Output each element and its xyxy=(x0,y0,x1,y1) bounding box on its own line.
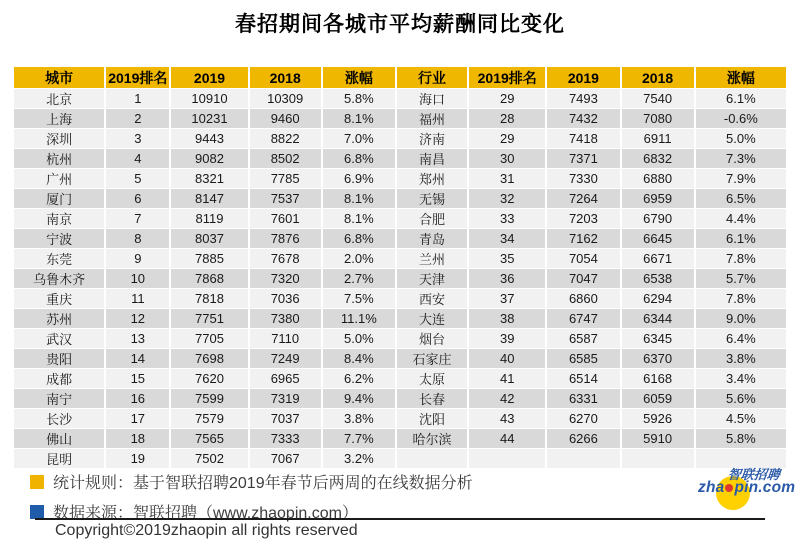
table-cell: 16 xyxy=(106,389,169,408)
table-cell: 6585 xyxy=(547,349,619,368)
table-row xyxy=(14,169,786,188)
table-cell: 6911 xyxy=(622,129,694,148)
logo-red-dot-icon xyxy=(725,484,733,492)
table-cell: 10910 xyxy=(171,89,247,108)
table-cell: 7876 xyxy=(250,229,321,248)
table-cell: 6345 xyxy=(622,329,694,348)
table-row xyxy=(14,409,786,428)
table-cell: 6538 xyxy=(622,269,694,288)
page-title: 春招期间各城市平均薪酬同比变化 xyxy=(235,13,565,36)
table-cell: 7818 xyxy=(171,289,247,308)
blue-square-bullet-icon xyxy=(30,505,44,519)
table-cell: 南京 xyxy=(14,209,104,228)
table-cell: 7080 xyxy=(622,109,694,128)
table-cell: 9460 xyxy=(250,109,321,128)
table-row xyxy=(14,449,786,468)
table-cell: 南昌 xyxy=(397,149,467,168)
table-cell: 36 xyxy=(469,269,545,288)
salary-comparison-table xyxy=(12,66,788,469)
table-row xyxy=(14,389,786,408)
table-cell: 8037 xyxy=(171,229,247,248)
table-cell: 苏州 xyxy=(14,309,104,328)
table-cell: 9 xyxy=(106,249,169,268)
table-cell: 7678 xyxy=(250,249,321,268)
table-cell: 7537 xyxy=(250,189,321,208)
table-cell: 42 xyxy=(469,389,545,408)
table-cell: 7785 xyxy=(250,169,321,188)
table-cell: 6.4% xyxy=(696,329,786,348)
table-cell: 7330 xyxy=(547,169,619,188)
table-cell: 6294 xyxy=(622,289,694,308)
zhaopin-logo xyxy=(698,464,796,516)
table-cell: 7705 xyxy=(171,329,247,348)
table-cell: 杭州 xyxy=(14,149,104,168)
table-cell: 6645 xyxy=(622,229,694,248)
table-cell: 7037 xyxy=(250,409,321,428)
table-cell: 5.6% xyxy=(696,389,786,408)
table-cell: 长春 xyxy=(397,389,467,408)
table-cell: 6266 xyxy=(547,429,619,448)
table-cell: 佛山 xyxy=(14,429,104,448)
table-cell: 6344 xyxy=(622,309,694,328)
table-cell: 6587 xyxy=(547,329,619,348)
table-cell: 12 xyxy=(106,309,169,328)
table-cell: 6965 xyxy=(250,369,321,388)
table-cell: 9.0% xyxy=(696,309,786,328)
table-cell: 贵阳 xyxy=(14,349,104,368)
table-cell: 1 xyxy=(106,89,169,108)
table-cell: 6331 xyxy=(547,389,619,408)
table-cell: 9.4% xyxy=(323,389,395,408)
table-cell: 2.0% xyxy=(323,249,395,268)
table-cell: 青岛 xyxy=(397,229,467,248)
col-header-city-left: 城市 xyxy=(14,67,104,88)
table-cell: 38 xyxy=(469,309,545,328)
table-cell: 7067 xyxy=(250,449,321,468)
table-cell: 9443 xyxy=(171,129,247,148)
table-cell: 7.9% xyxy=(696,169,786,188)
table-cell: 7319 xyxy=(250,389,321,408)
table-cell: 6959 xyxy=(622,189,694,208)
table-cell: 6880 xyxy=(622,169,694,188)
table-cell: 7264 xyxy=(547,189,619,208)
table-cell: 7579 xyxy=(171,409,247,428)
table-cell: 37 xyxy=(469,289,545,308)
col-header-change-right: 涨幅 xyxy=(696,67,786,88)
table-cell: 6 xyxy=(106,189,169,208)
table-cell: 兰州 xyxy=(397,249,467,268)
table-cell: 6.8% xyxy=(323,149,395,168)
table-cell: 8147 xyxy=(171,189,247,208)
table-cell: 8.1% xyxy=(323,189,395,208)
table-cell: 7601 xyxy=(250,209,321,228)
table-cell: 5.0% xyxy=(696,129,786,148)
table-cell: 7380 xyxy=(250,309,321,328)
table-row xyxy=(14,309,786,328)
table-cell: 3 xyxy=(106,129,169,148)
table-cell: 昆明 xyxy=(14,449,104,468)
col-header-2018-right: 2018 xyxy=(622,67,694,88)
table-row xyxy=(14,109,786,128)
table-cell: 3.2% xyxy=(323,449,395,468)
table-cell: 7565 xyxy=(171,429,247,448)
table-cell: 6.8% xyxy=(323,229,395,248)
table-cell: 29 xyxy=(469,129,545,148)
table-row xyxy=(14,129,786,148)
table-cell: 武汉 xyxy=(14,329,104,348)
table-cell: 33 xyxy=(469,209,545,228)
logo-en-suffix: pin.com xyxy=(734,479,796,496)
note-statistics-rule xyxy=(30,470,473,493)
table-cell: 6370 xyxy=(622,349,694,368)
table-cell: 广州 xyxy=(14,169,104,188)
table-cell: 6.9% xyxy=(323,169,395,188)
table-row xyxy=(14,229,786,248)
table-cell: 40 xyxy=(469,349,545,368)
table-cell: 6.1% xyxy=(696,229,786,248)
table-cell: 郑州 xyxy=(397,169,467,188)
table-cell: 济南 xyxy=(397,129,467,148)
table-cell: -0.6% xyxy=(696,109,786,128)
col-header-2019-left: 2019 xyxy=(171,67,247,88)
table-cell: 7698 xyxy=(171,349,247,368)
table-cell: 10 xyxy=(106,269,169,288)
table-cell: 厦门 xyxy=(14,189,104,208)
table-cell: 14 xyxy=(106,349,169,368)
table-cell: 8.1% xyxy=(323,209,395,228)
table-cell: 大连 xyxy=(397,309,467,328)
table-cell: 7620 xyxy=(171,369,247,388)
table-cell: 5.8% xyxy=(323,89,395,108)
table-row xyxy=(14,269,786,288)
table-cell: 成都 xyxy=(14,369,104,388)
table-cell: 30 xyxy=(469,149,545,168)
table-row xyxy=(14,349,786,368)
table-cell: 7885 xyxy=(171,249,247,268)
table-cell: 沈阳 xyxy=(397,409,467,428)
table-cell: 6168 xyxy=(622,369,694,388)
table-cell: 7.7% xyxy=(323,429,395,448)
table-cell: 6.5% xyxy=(696,189,786,208)
table-cell: 6.2% xyxy=(323,369,395,388)
table-cell: 5.0% xyxy=(323,329,395,348)
table-cell: 7.8% xyxy=(696,249,786,268)
logo-chinese-text: 智联招聘 xyxy=(727,467,781,482)
table-cell: 7.3% xyxy=(696,149,786,168)
table-cell: 7047 xyxy=(547,269,619,288)
table-cell: 2.7% xyxy=(323,269,395,288)
table-cell: 7036 xyxy=(250,289,321,308)
table-cell: 44 xyxy=(469,429,545,448)
col-header-industry-right: 行业 xyxy=(397,67,467,88)
table-cell: 7502 xyxy=(171,449,247,468)
table-cell: 8.1% xyxy=(323,109,395,128)
col-header-change-left: 涨幅 xyxy=(323,67,395,88)
table-cell: 4.4% xyxy=(696,209,786,228)
table-cell: 7162 xyxy=(547,229,619,248)
salary-table-body xyxy=(14,89,786,468)
table-row xyxy=(14,209,786,228)
table-cell: 7054 xyxy=(547,249,619,268)
table-cell: 10231 xyxy=(171,109,247,128)
table-cell: 6059 xyxy=(622,389,694,408)
table-cell: 10309 xyxy=(250,89,321,108)
table-cell: 8119 xyxy=(171,209,247,228)
table-cell: 7333 xyxy=(250,429,321,448)
table-cell: 海口 xyxy=(397,89,467,108)
table-cell: 15 xyxy=(106,369,169,388)
col-header-rank-right: 2019排名 xyxy=(469,67,545,88)
table-cell: 7540 xyxy=(622,89,694,108)
table-cell: 7.8% xyxy=(696,289,786,308)
table-cell: 石家庄 xyxy=(397,349,467,368)
table-cell: 32 xyxy=(469,189,545,208)
table-cell: 8.4% xyxy=(323,349,395,368)
table-cell: 3.4% xyxy=(696,369,786,388)
table-cell xyxy=(547,449,619,468)
table-cell: 2 xyxy=(106,109,169,128)
table-cell: 合肥 xyxy=(397,209,467,228)
table-cell: 39 xyxy=(469,329,545,348)
table-cell: 11 xyxy=(106,289,169,308)
yellow-square-bullet-icon xyxy=(30,475,44,489)
table-cell: 7868 xyxy=(171,269,247,288)
table-row xyxy=(14,189,786,208)
table-cell: 5926 xyxy=(622,409,694,428)
table-cell: 8 xyxy=(106,229,169,248)
table-cell: 哈尔滨 xyxy=(397,429,467,448)
table-row xyxy=(14,329,786,348)
table-row xyxy=(14,249,786,268)
table-cell: 9082 xyxy=(171,149,247,168)
col-header-rank-left: 2019排名 xyxy=(106,67,169,88)
table-cell: 7432 xyxy=(547,109,619,128)
table-cell: 31 xyxy=(469,169,545,188)
table-cell xyxy=(622,449,694,468)
table-cell: 6.1% xyxy=(696,89,786,108)
note-statistics-rule-text: 统计规则：基于智联招聘2019年春节后两周的在线数据分析 xyxy=(53,475,473,492)
table-cell: 深圳 xyxy=(14,129,104,148)
table-cell: 7203 xyxy=(547,209,619,228)
table-cell: 43 xyxy=(469,409,545,428)
table-cell: 乌鲁木齐 xyxy=(14,269,104,288)
footer-notes xyxy=(30,470,473,530)
table-cell: 7 xyxy=(106,209,169,228)
table-cell: 6671 xyxy=(622,249,694,268)
table-cell: 35 xyxy=(469,249,545,268)
table-cell: 东莞 xyxy=(14,249,104,268)
table-cell: 6860 xyxy=(547,289,619,308)
table-row xyxy=(14,289,786,308)
table-cell: 7418 xyxy=(547,129,619,148)
table-header-row xyxy=(14,67,786,88)
table-cell: 西安 xyxy=(397,289,467,308)
table-cell: 41 xyxy=(469,369,545,388)
table-cell: 4 xyxy=(106,149,169,168)
table-cell: 6747 xyxy=(547,309,619,328)
table-cell: 7320 xyxy=(250,269,321,288)
logo-en-prefix: zha xyxy=(698,479,725,496)
table-cell: 18 xyxy=(106,429,169,448)
note-data-source-text: 数据来源：智联招聘（www.zhaopin.com） xyxy=(53,505,358,522)
table-cell: 6832 xyxy=(622,149,694,168)
table-row xyxy=(14,429,786,448)
table-cell: 29 xyxy=(469,89,545,108)
table-cell: 上海 xyxy=(14,109,104,128)
table-cell: 8822 xyxy=(250,129,321,148)
table-cell: 7371 xyxy=(547,149,619,168)
logo-english-text xyxy=(698,479,795,497)
table-cell: 8321 xyxy=(171,169,247,188)
table-cell: 11.1% xyxy=(323,309,395,328)
table-cell: 7751 xyxy=(171,309,247,328)
table-cell: 5.8% xyxy=(696,429,786,448)
table-cell: 太原 xyxy=(397,369,467,388)
table-cell: 28 xyxy=(469,109,545,128)
table-row xyxy=(14,369,786,388)
table-cell: 19 xyxy=(106,449,169,468)
table-cell: 6514 xyxy=(547,369,619,388)
col-header-2018-left: 2018 xyxy=(250,67,321,88)
table-row xyxy=(14,89,786,108)
table-row xyxy=(14,149,786,168)
footer-divider-line xyxy=(35,518,765,520)
table-cell: 7.5% xyxy=(323,289,395,308)
table-cell: 7599 xyxy=(171,389,247,408)
table-cell: 17 xyxy=(106,409,169,428)
table-cell: 4.5% xyxy=(696,409,786,428)
table-cell xyxy=(397,449,467,468)
table-cell: 重庆 xyxy=(14,289,104,308)
col-header-2019-right: 2019 xyxy=(547,67,619,88)
table-cell: 5.7% xyxy=(696,269,786,288)
copyright-text: Copyright©2019zhaopin all rights reserved xyxy=(55,522,358,539)
table-cell: 7.0% xyxy=(323,129,395,148)
table-cell: 3.8% xyxy=(323,409,395,428)
table-cell: 13 xyxy=(106,329,169,348)
table-cell: 6270 xyxy=(547,409,619,428)
table-cell: 7110 xyxy=(250,329,321,348)
table-cell: 烟台 xyxy=(397,329,467,348)
table-cell xyxy=(469,449,545,468)
table-cell: 6790 xyxy=(622,209,694,228)
table-cell: 无锡 xyxy=(397,189,467,208)
table-cell: 5 xyxy=(106,169,169,188)
table-cell: 34 xyxy=(469,229,545,248)
table-cell: 北京 xyxy=(14,89,104,108)
table-cell: 宁波 xyxy=(14,229,104,248)
table-cell: 福州 xyxy=(397,109,467,128)
table-cell: 3.8% xyxy=(696,349,786,368)
table-cell: 8502 xyxy=(250,149,321,168)
table-cell: 南宁 xyxy=(14,389,104,408)
table-cell: 7249 xyxy=(250,349,321,368)
table-cell: 长沙 xyxy=(14,409,104,428)
table-cell: 7493 xyxy=(547,89,619,108)
table-cell: 天津 xyxy=(397,269,467,288)
table-cell: 5910 xyxy=(622,429,694,448)
